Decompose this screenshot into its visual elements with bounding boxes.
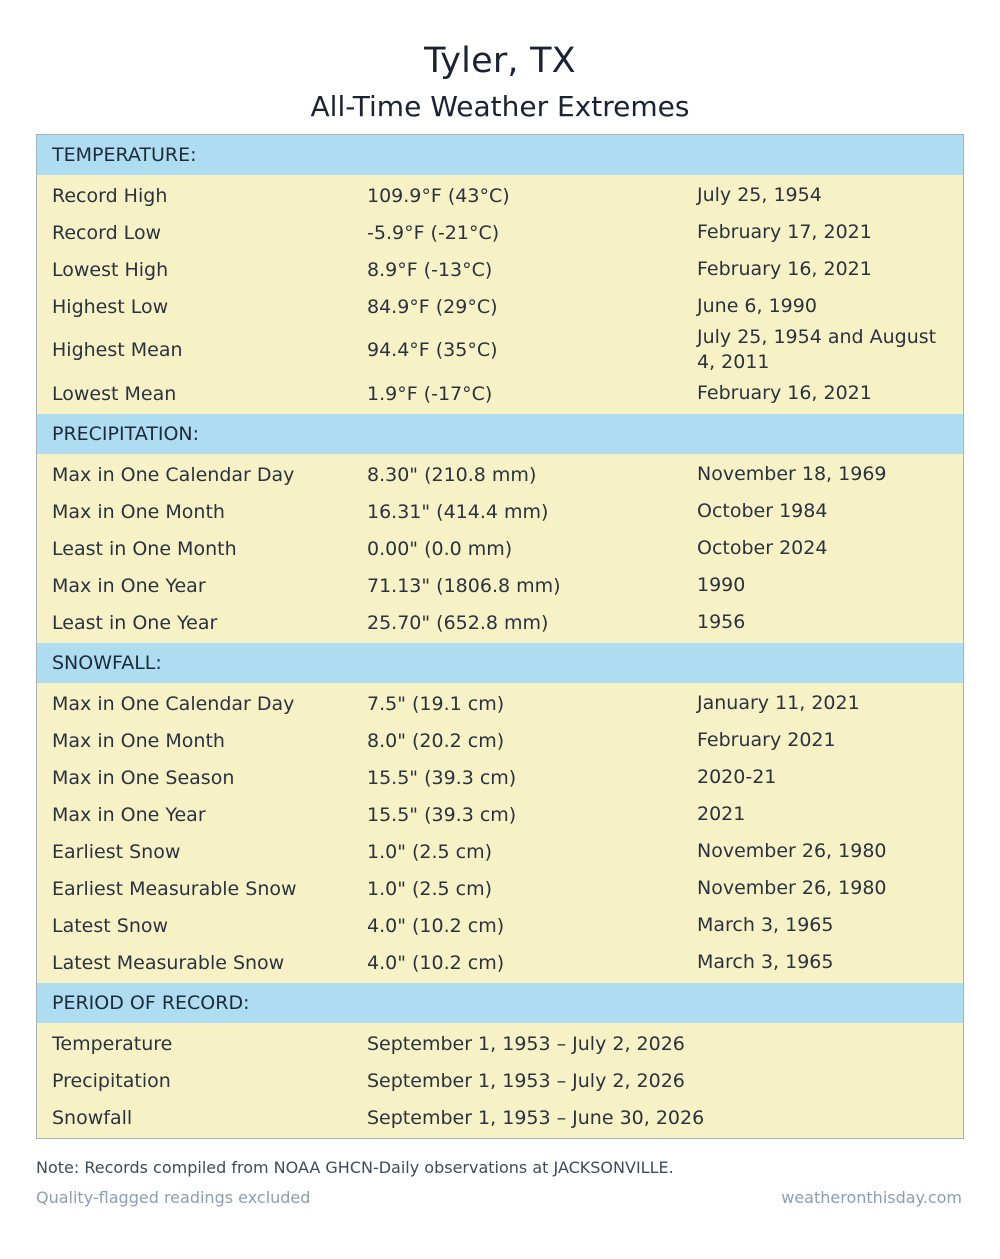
row-date: October 1984	[697, 500, 828, 522]
table-row	[37, 251, 963, 288]
table-row	[37, 685, 963, 722]
row-date: 1956	[697, 611, 746, 633]
site-credit: weatheronthisday.com	[781, 1188, 962, 1207]
table-row	[37, 796, 963, 833]
row-label: Record High	[52, 184, 168, 207]
row-date: November 26, 1980	[697, 840, 887, 862]
row-value: 7.5" (19.1 cm)	[367, 692, 505, 715]
row-value: 15.5" (39.3 cm)	[367, 766, 517, 789]
row-label: Least in One Month	[52, 537, 237, 560]
row-date: November 26, 1980	[697, 877, 887, 899]
row-date: 2020-21	[697, 766, 777, 788]
row-date: October 2024	[697, 537, 828, 559]
row-value: 16.31" (414.4 mm)	[367, 500, 549, 523]
row-date: February 17, 2021	[697, 221, 872, 243]
row-value: -5.9°F (-21°C)	[367, 221, 500, 244]
row-label: Max in One Month	[52, 500, 225, 523]
row-value: 8.30" (210.8 mm)	[367, 463, 537, 486]
table-row	[37, 288, 963, 325]
row-date: February 2021	[697, 729, 836, 751]
row-date: July 25, 1954 and August 4, 2011	[697, 326, 937, 373]
row-label: Temperature	[52, 1032, 173, 1055]
row-label: Earliest Measurable Snow	[52, 877, 297, 900]
table-row	[37, 493, 963, 530]
row-date: March 3, 1965	[697, 914, 834, 936]
row-date: June 6, 1990	[697, 295, 817, 317]
table-row	[37, 375, 963, 412]
quality-note: Quality-flagged readings excluded	[36, 1188, 311, 1207]
table-row	[37, 759, 963, 796]
row-value: 1.0" (2.5 cm)	[367, 877, 493, 900]
row-label: Least in One Year	[52, 611, 218, 634]
row-value: 1.9°F (-17°C)	[367, 382, 493, 405]
table-row	[37, 722, 963, 759]
row-label: Precipitation	[52, 1069, 171, 1092]
section-heading-period-of-record: PERIOD OF RECORD:	[37, 983, 963, 1023]
table-row	[37, 1062, 963, 1099]
row-label: Lowest Mean	[52, 382, 177, 405]
row-value: 8.0" (20.2 cm)	[367, 729, 505, 752]
table-row	[37, 177, 963, 214]
row-label: Lowest High	[52, 258, 169, 281]
table-row	[37, 325, 963, 375]
row-label: Latest Snow	[52, 914, 169, 937]
table-row	[37, 1025, 963, 1062]
precipitation-rows	[37, 454, 963, 643]
row-label: Max in One Season	[52, 766, 235, 789]
row-date: November 18, 1969	[697, 463, 887, 485]
row-value: September 1, 1953 – July 2, 2026	[367, 1032, 685, 1055]
row-date: 1990	[697, 574, 746, 596]
table-row	[37, 214, 963, 251]
row-label: Record Low	[52, 221, 162, 244]
row-label: Max in One Month	[52, 729, 225, 752]
temperature-rows	[37, 175, 963, 414]
row-value: 4.0" (10.2 cm)	[367, 951, 505, 974]
row-value: 25.70" (652.8 mm)	[367, 611, 549, 634]
row-label: Max in One Year	[52, 574, 206, 597]
row-value: 1.0" (2.5 cm)	[367, 840, 493, 863]
row-label: Highest Low	[52, 295, 169, 318]
row-value: 8.9°F (-13°C)	[367, 258, 493, 281]
row-label: Earliest Snow	[52, 840, 181, 863]
row-date: February 16, 2021	[697, 258, 872, 280]
section-heading-temperature: TEMPERATURE:	[37, 135, 963, 175]
row-value: September 1, 1953 – June 30, 2026	[367, 1106, 705, 1129]
table-row	[37, 907, 963, 944]
row-date: March 3, 1965	[697, 951, 834, 973]
row-date: 2021	[697, 803, 746, 825]
table-row	[37, 944, 963, 981]
row-value: 84.9°F (29°C)	[367, 295, 498, 318]
section-heading-snowfall: SNOWFALL:	[37, 643, 963, 683]
row-date: July 25, 1954	[697, 184, 822, 206]
row-value: 4.0" (10.2 cm)	[367, 914, 505, 937]
row-label: Max in One Calendar Day	[52, 692, 295, 715]
row-date: January 11, 2021	[697, 692, 860, 714]
row-label: Highest Mean	[52, 339, 183, 361]
section-heading-precipitation: PRECIPITATION:	[37, 414, 963, 454]
footnote: Note: Records compiled from NOAA GHCN-Daily observations at JACKSONVILLE.	[36, 1158, 674, 1177]
extremes-table	[36, 134, 964, 1139]
page-subtitle: All-Time Weather Extremes	[310, 90, 690, 123]
table-row	[37, 833, 963, 870]
page-title: Tyler, TX	[424, 41, 576, 81]
table-row	[37, 567, 963, 604]
row-value: 15.5" (39.3 cm)	[367, 803, 517, 826]
row-value: 94.4°F (35°C)	[367, 339, 498, 361]
table-row	[37, 604, 963, 641]
row-label: Max in One Calendar Day	[52, 463, 295, 486]
table-row	[37, 456, 963, 493]
period-rows	[37, 1023, 963, 1138]
row-value: September 1, 1953 – July 2, 2026	[367, 1069, 685, 1092]
row-label: Latest Measurable Snow	[52, 951, 285, 974]
row-value: 0.00" (0.0 mm)	[367, 537, 513, 560]
snowfall-rows	[37, 683, 963, 983]
row-label: Snowfall	[52, 1106, 133, 1129]
row-label: Max in One Year	[52, 803, 206, 826]
row-date: February 16, 2021	[697, 382, 872, 404]
table-row	[37, 870, 963, 907]
table-row	[37, 1099, 963, 1136]
table-row	[37, 530, 963, 567]
row-value: 71.13" (1806.8 mm)	[367, 574, 561, 597]
row-value: 109.9°F (43°C)	[367, 184, 510, 207]
